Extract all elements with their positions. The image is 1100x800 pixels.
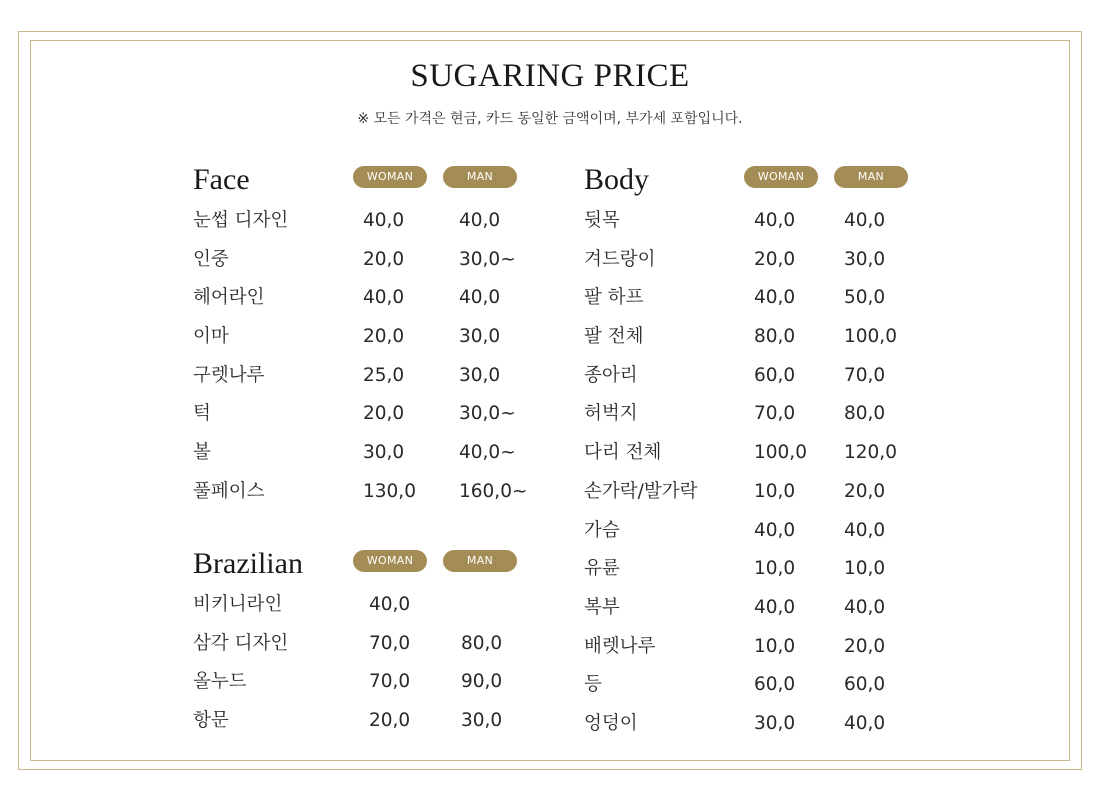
- treatment-name: 겨드랑이: [584, 248, 656, 270]
- treatment-name: 풀페이스: [193, 480, 265, 502]
- treatment-name: 볼: [193, 442, 211, 464]
- woman-price: 70,0: [754, 403, 796, 425]
- man-price: 40,0: [844, 596, 886, 618]
- price-row: [584, 666, 944, 705]
- treatment-name: 인중: [193, 248, 229, 270]
- woman-price: 20,0: [363, 248, 405, 270]
- man-price: 80,0: [461, 632, 503, 654]
- price-row: [584, 550, 944, 589]
- face-section: [193, 162, 553, 512]
- price-row: [584, 279, 944, 318]
- man-price: 70,0: [844, 364, 886, 386]
- man-price: 30,0: [459, 364, 501, 386]
- price-row: [584, 434, 944, 473]
- man-price: 20,0: [844, 635, 886, 657]
- treatment-name: 눈썹 디자인: [193, 210, 289, 231]
- body-man-badge: MAN: [834, 166, 908, 188]
- woman-price: 70,0: [369, 671, 411, 693]
- man-price: 30,0~: [459, 403, 516, 425]
- price-row: [193, 434, 553, 473]
- page-title: SUGARING PRICE: [410, 58, 690, 94]
- price-row: [193, 625, 553, 664]
- price-row: [584, 395, 944, 434]
- price-row: [584, 241, 944, 280]
- body-price-list: [584, 202, 944, 744]
- treatment-name: 엉덩이: [584, 712, 638, 734]
- face-woman-badge: WOMAN: [353, 166, 427, 188]
- price-row: [193, 318, 553, 357]
- treatment-name: 손가락/발가락: [584, 480, 698, 502]
- woman-price: 10,0: [754, 635, 796, 657]
- treatment-name: 등: [584, 674, 602, 696]
- price-row: [584, 589, 944, 628]
- price-row: [584, 202, 944, 241]
- treatment-name: 복부: [584, 596, 620, 618]
- treatment-name: 팔 하프: [584, 287, 644, 309]
- brazilian-woman-badge: WOMAN: [353, 550, 427, 572]
- price-row: [193, 357, 553, 396]
- treatment-name: 허벅지: [584, 403, 638, 425]
- treatment-name: 삼각 디자인: [193, 632, 289, 654]
- treatment-name: 배렛나루: [584, 635, 656, 657]
- price-row: [193, 473, 553, 512]
- treatment-name: 비키니라인: [193, 594, 283, 615]
- price-row: [584, 357, 944, 396]
- face-section-header: [193, 162, 553, 202]
- woman-price: 20,0: [363, 326, 405, 348]
- man-price: 30,0: [844, 248, 886, 270]
- man-price: 80,0: [844, 403, 886, 425]
- brazilian-man-badge: MAN: [443, 550, 517, 572]
- treatment-name: 유륜: [584, 558, 620, 580]
- man-price: 60,0: [844, 674, 886, 696]
- woman-price: 130,0: [363, 480, 416, 502]
- man-price: 40,0: [844, 210, 886, 231]
- price-row: [584, 473, 944, 512]
- man-price: 30,0: [459, 326, 501, 348]
- price-row: [193, 279, 553, 318]
- face-price-list: [193, 202, 553, 512]
- price-row: [193, 395, 553, 434]
- woman-price: 30,0: [754, 712, 796, 734]
- woman-price: 40,0: [754, 287, 796, 309]
- price-row: [193, 202, 553, 241]
- woman-price: 40,0: [369, 594, 411, 615]
- brazilian-section-header: [193, 546, 553, 586]
- man-price: 100,0: [844, 326, 897, 348]
- man-price: 40,0: [844, 519, 886, 541]
- woman-price: 70,0: [369, 632, 411, 654]
- woman-price: 80,0: [754, 326, 796, 348]
- man-price: 120,0: [844, 442, 897, 464]
- woman-price: 40,0: [363, 287, 405, 309]
- brazilian-section: [193, 546, 553, 741]
- woman-price: 25,0: [363, 364, 405, 386]
- price-notice: ※ 모든 가격은 현금, 카드 동일한 금액이며, 부가세 포함입니다.: [357, 111, 743, 127]
- price-row: [193, 702, 553, 741]
- treatment-name: 턱: [193, 403, 211, 425]
- treatment-name: 구렛나루: [193, 364, 265, 386]
- man-price: 30,0~: [459, 248, 516, 270]
- price-row: [584, 512, 944, 551]
- face-section-title: Face: [193, 163, 250, 196]
- price-row: [193, 241, 553, 280]
- woman-price: 20,0: [754, 248, 796, 270]
- treatment-name: 종아리: [584, 364, 638, 386]
- man-price: 30,0: [461, 710, 503, 732]
- woman-price: 60,0: [754, 674, 796, 696]
- price-row: [584, 318, 944, 357]
- woman-price: 30,0: [363, 442, 405, 464]
- treatment-name: 팔 전체: [584, 326, 644, 348]
- woman-price: 20,0: [369, 710, 411, 732]
- treatment-name: 다리 전체: [584, 442, 662, 464]
- man-price: 20,0: [844, 480, 886, 502]
- treatment-name: 올누드: [193, 671, 247, 693]
- man-price: 40,0: [844, 712, 886, 734]
- man-price: 160,0~: [459, 480, 528, 502]
- price-row: [193, 586, 553, 625]
- body-section-title: Body: [584, 163, 650, 196]
- body-woman-badge: WOMAN: [744, 166, 818, 188]
- man-price: 10,0: [844, 558, 886, 580]
- treatment-name: 뒷목: [584, 210, 620, 231]
- treatment-name: 가슴: [584, 519, 620, 541]
- man-price: 40,0~: [459, 442, 516, 464]
- price-row: [584, 628, 944, 667]
- woman-price: 40,0: [754, 210, 796, 231]
- brazilian-price-list: [193, 586, 553, 741]
- woman-price: 40,0: [754, 519, 796, 541]
- woman-price: 40,0: [363, 210, 405, 231]
- woman-price: 40,0: [754, 596, 796, 618]
- man-price: 50,0: [844, 287, 886, 309]
- woman-price: 10,0: [754, 480, 796, 502]
- treatment-name: 이마: [193, 326, 229, 348]
- woman-price: 10,0: [754, 558, 796, 580]
- man-price: 90,0: [461, 671, 503, 693]
- brazilian-section-title: Brazilian: [193, 547, 303, 580]
- price-row: [193, 663, 553, 702]
- treatment-name: 헤어라인: [193, 287, 265, 309]
- price-row: [584, 705, 944, 744]
- man-price: 40,0: [459, 287, 501, 309]
- treatment-name: 항문: [193, 710, 229, 732]
- body-section: [584, 162, 944, 744]
- body-section-header: [584, 162, 944, 202]
- man-price: 40,0: [459, 210, 501, 231]
- woman-price: 60,0: [754, 364, 796, 386]
- woman-price: 100,0: [754, 442, 807, 464]
- face-man-badge: MAN: [443, 166, 517, 188]
- woman-price: 20,0: [363, 403, 405, 425]
